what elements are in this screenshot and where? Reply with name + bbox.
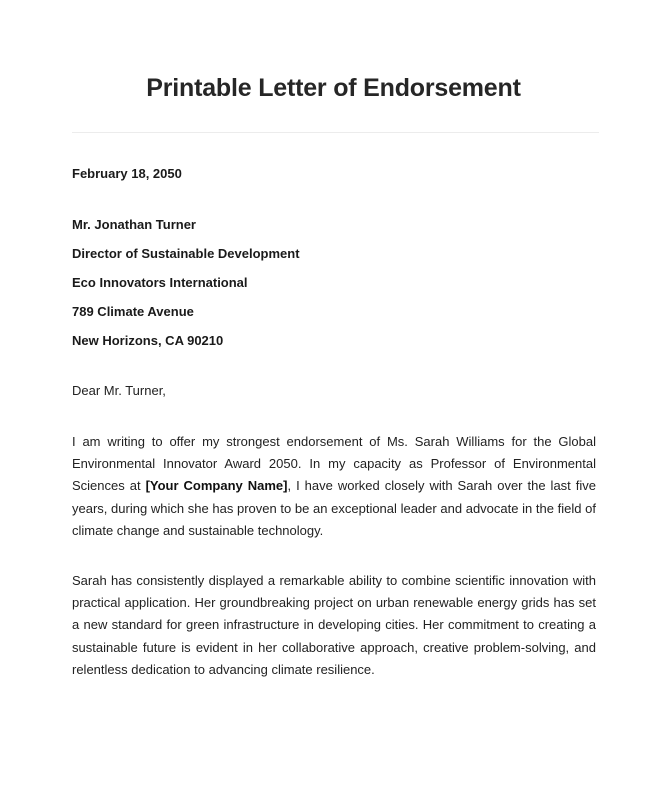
paragraph-1-text-end: , I have worked closely with Sarah over the last five years, during which she has proven to be an exceptional leader and advocate in the field of climate change and sustainable technology. xyxy=(72,478,596,538)
title-divider xyxy=(72,132,599,133)
recipient-organization: Eco Innovators International xyxy=(72,275,248,290)
recipient-name: Mr. Jonathan Turner xyxy=(72,217,196,232)
body-paragraph-2: Sarah has consistently displayed a remarkable ability to combine scientific innovation with practical application. Her groundbreaking project on urban renewable energy grids has set a new standard for green infrastructure in developing cities. Her commitment to creating a sustainable future is evident in her collaborative approach, creative problem-solving, and relentless dedication to advancing climate resilience. xyxy=(72,573,596,677)
paragraph-1-text-start: I am writing to offer my strongest endorsement of Ms. Sarah Williams for the Global Environmental Innovator Award 2050. In my capacity as Professor of Environmental Sciences at xyxy=(72,434,596,494)
body-paragraph-1 xyxy=(72,431,596,542)
recipient-position: Director of Sustainable Development xyxy=(72,246,300,261)
salutation: Dear Mr. Turner, xyxy=(72,383,166,398)
recipient-city: New Horizons, CA 90210 xyxy=(72,333,224,348)
company-name-placeholder: [Your Company Name] xyxy=(145,478,288,494)
recipient-street: 789 Climate Avenue xyxy=(72,304,194,319)
letter-date: February 18, 2050 xyxy=(72,166,182,181)
page-title: Printable Letter of Endorsement xyxy=(146,74,521,102)
